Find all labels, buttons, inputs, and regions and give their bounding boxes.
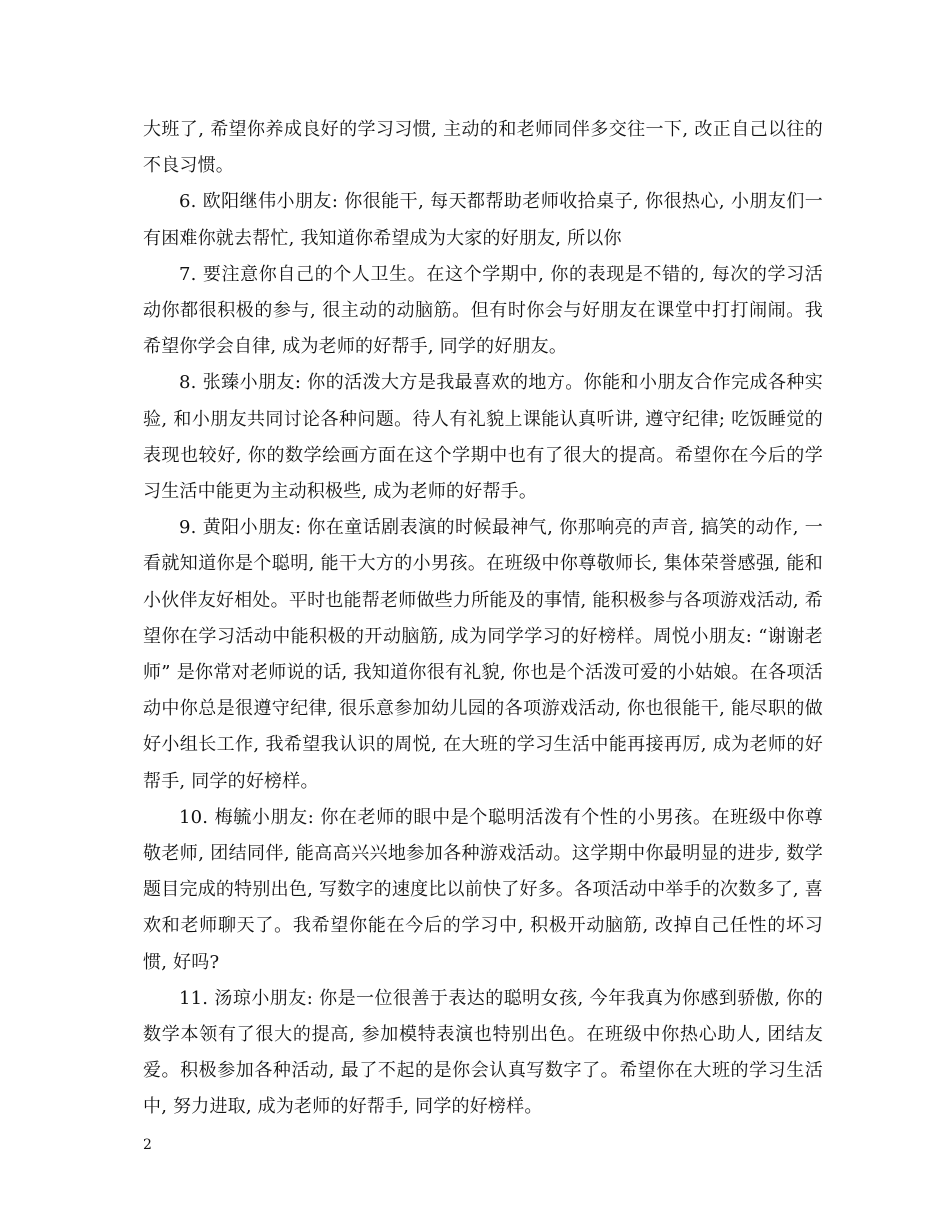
paragraph-item-7: 7. 要注意你自己的个人卫生。在这个学期中, 你的表现是不错的, 每次的学习活动你都很积极的参与, 很主动的动脑筋。但有时你会与好朋友在课堂中打打闹闹。我希望你学会自律, 成为老师的好帮手, 同学的好朋友。 xyxy=(143,263,823,358)
paragraph-item-6: 6. 欧阳继伟小朋友: 你很能干, 每天都帮助老师收拾桌子, 你很热心, 小朋友们一有困难你就去帮忙, 我知道你希望成为大家的好朋友, 所以你 xyxy=(143,191,823,249)
paragraph-item-8: 8. 张臻小朋友: 你的活泼大方是我最喜欢的地方。你能和小朋友合作完成各种实验, 和小朋友共同讨论各种问题。待人有礼貌上课能认真听讲, 遵守纪律; 吃饭睡觉的表现也较好, 你的数学绘画方面在这个学期中也有了很大的提高。希望你在今后的学习生活中能更为主动积极些, 成为老师的好帮手。 xyxy=(143,372,823,503)
page-number: 2 xyxy=(143,1137,152,1153)
paragraph-continuation: 大班了, 希望你养成良好的学习习惯, 主动的和老师同伴多交往一下, 改正自己以往的不良习惯。 xyxy=(143,119,823,177)
paragraph-item-11: 11. 汤琼小朋友: 你是一位很善于表达的聪明女孩, 今年我真为你感到骄傲, 你的数学本领有了很大的提高, 参加模特表演也特别出色。在班级中你热心助人, 团结友爱。积极参加各种活动, 最了不起的是你会认真写数字了。希望你在大班的学习生活中, 努力进取, 成为老师的好帮手, 同学的好榜样。 xyxy=(143,987,823,1118)
paragraph-item-9: 9. 黄阳小朋友: 你在童话剧表演的时候最神气, 你那响亮的声音, 搞笑的动作, 一看就知道你是个聪明, 能干大方的小男孩。在班级中你尊敬师长, 集体荣誉感强, 能和小伙伴友好相处。平时也能帮老师做些力所能及的事情, 能积极参与各项游戏活动, 希望你在学习活动中能积极的开动脑筋, 成为同学学习的好榜样。周悦小朋友: “谢谢老师” 是你常对老师说的话, 我知道你很有礼貌, 你也是个活泼可爱的小姑娘。在各项活动中你总是很遵守纪律, 很乐意参加幼儿园的各项游戏活动, 你也很能干, 能尽职的做好小组长工作, 我希望我认识的周悦, 在大班的学习生活中能再接再厉, 成为老师的好帮手, 同学的好榜样。 xyxy=(143,517,823,792)
document-body xyxy=(143,112,823,1126)
paragraph-item-10: 10. 梅毓小朋友: 你在老师的眼中是个聪明活泼有个性的小男孩。在班级中你尊敬老师, 团结同伴, 能高高兴兴地参加各种游戏活动。这学期中你最明显的进步, 数学题目完成的特别出色, 写数字的速度比以前快了好多。各项活动中举手的次数多了, 喜欢和老师聊天了。我希望你能在今后的学习中, 积极开动脑筋, 改掉自己任性的坏习惯, 好吗? xyxy=(143,806,823,973)
